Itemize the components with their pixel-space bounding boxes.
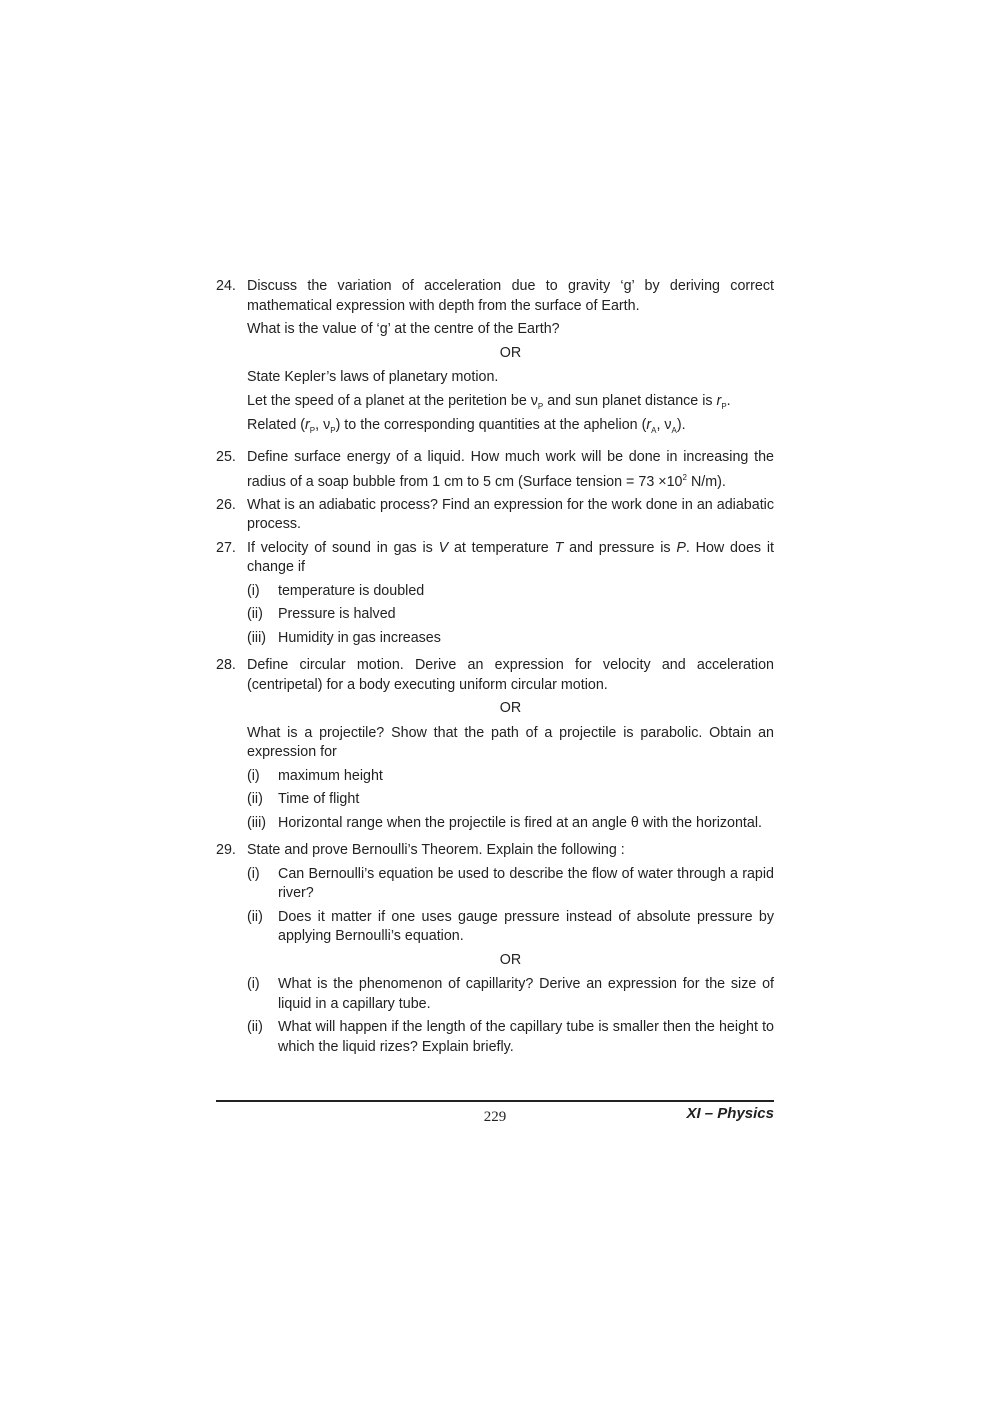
question-text: Define circular motion. Derive an expression for velocity and acceleration (centripetal) for a body executing uniform circular motion. <box>247 657 774 693</box>
sub-item-text: temperature is doubled <box>278 582 425 599</box>
sub-item-number: (ii) <box>247 1019 263 1036</box>
question-text <box>247 539 774 578</box>
text-run: and pressure is <box>563 539 677 556</box>
question-number: 29. <box>216 842 236 859</box>
sub-item-text: Humidity in gas increases <box>278 629 441 646</box>
sub-item-text: Can Bernoulli’s equation be used to describe the flow of water through a rapid river? <box>278 865 774 902</box>
question-text: What is the value of ‘g’ at the centre of the Earth? <box>247 321 560 337</box>
question-text: Discuss the variation of acceleration due to gravity ‘g’ by deriving correct mathematical expression with depth from the surface of Earth. <box>247 278 774 314</box>
sub-item-number: (iii) <box>247 629 267 646</box>
question-number: 25. <box>216 449 236 466</box>
sub-item-number: (ii) <box>247 791 263 808</box>
question-28 <box>216 656 774 837</box>
text-run: and sun planet distance is <box>543 392 717 409</box>
variable: V <box>438 539 449 556</box>
sub-item-number: (ii) <box>247 908 263 925</box>
subscript: P <box>309 425 316 435</box>
text-run: . How does it change if <box>247 539 774 576</box>
question-body <box>247 277 774 444</box>
sub-item-text: Time of flight <box>278 791 360 808</box>
sub-item <box>247 814 774 834</box>
subscript: P <box>721 401 727 411</box>
sub-item <box>247 865 774 904</box>
superscript: 2 <box>682 472 687 482</box>
sub-item <box>247 629 774 649</box>
question-body: What is an adiabatic process? Find an expression for the work done in an adiabatic process. <box>247 496 774 533</box>
sub-item-text: What is the phenomenon of capillarity? Derive an expression for the size of liquid in a capillary tube. <box>278 976 774 1012</box>
variable: r <box>716 392 722 409</box>
question-text: What is a projectile? Show that the path of a projectile is parabolic. Obtain an expression for <box>247 724 774 761</box>
text-run: N/m). <box>686 473 726 490</box>
sub-item-number: (i) <box>247 865 260 882</box>
question-number: 24. <box>216 278 236 294</box>
page-footer <box>216 1100 774 1132</box>
text-run: , ν <box>315 416 331 433</box>
sub-item <box>247 975 774 1014</box>
question-26 <box>216 496 774 535</box>
or-separator: OR <box>499 951 522 968</box>
sub-item-text: Horizontal range when the projectile is fired at an angle θ with the horizontal. <box>278 814 762 831</box>
question-text: State and prove Bernoulli’s Theorem. Explain the following : <box>247 842 625 859</box>
subscript: A <box>651 425 657 435</box>
question-number: 27. <box>216 539 236 556</box>
sub-item <box>247 1018 774 1057</box>
question-text <box>247 392 774 441</box>
question-29 <box>216 841 774 1061</box>
or-separator: OR <box>499 344 522 361</box>
variable: T <box>554 539 564 556</box>
question-body <box>247 841 774 1061</box>
question-page <box>216 277 774 1065</box>
sub-item-text: What will happen if the length of the capillary tube is smaller then the height to which the liquid rizes? Explain briefly. <box>278 1019 774 1055</box>
sub-item-number: (i) <box>247 976 260 993</box>
text-run: ). <box>676 416 686 433</box>
sub-item <box>247 790 774 810</box>
question-27 <box>216 539 774 653</box>
subscript: P <box>537 401 544 411</box>
question-25 <box>216 448 774 492</box>
question-text: State Kepler’s laws of planetary motion. <box>247 369 499 385</box>
sub-item-number: (i) <box>247 767 260 784</box>
sub-item-text: maximum height <box>278 767 383 784</box>
sub-item <box>247 582 774 602</box>
question-number: 28. <box>216 657 236 674</box>
subscript: A <box>671 425 677 435</box>
question-body <box>247 448 774 492</box>
text-run: . <box>726 392 731 409</box>
text-run: , ν <box>656 416 672 433</box>
question-body <box>247 656 774 837</box>
sub-item <box>247 605 774 625</box>
text-run: Define surface energy of a liquid. How much work will be done in increasing the radius of a soap bubble from 1 cm to 5 cm (Surface tension = 73 ×10 <box>247 449 774 490</box>
variable: P <box>676 539 686 556</box>
text-run: If velocity of sound in gas is <box>247 539 439 556</box>
sub-item <box>247 908 774 947</box>
subscript: P <box>330 425 336 435</box>
sub-item <box>247 767 774 787</box>
sub-item-text: Does it matter if one uses gauge pressure instead of absolute pressure by applying Bernoulli’s equation. <box>278 908 774 945</box>
question-24 <box>216 277 774 444</box>
question-body <box>247 539 774 653</box>
page-number: 229 <box>483 1109 507 1125</box>
text-run: at temperature <box>448 539 555 556</box>
text-run: ) to the corresponding quantities at the aphelion ( <box>335 416 647 433</box>
or-separator: OR <box>499 700 522 717</box>
variable: r <box>646 416 652 433</box>
question-number: 26. <box>216 496 236 513</box>
sub-item-number: (iii) <box>247 814 267 831</box>
sub-item-number: (i) <box>247 582 260 599</box>
sub-item-number: (ii) <box>247 606 263 623</box>
variable: r <box>305 416 310 433</box>
book-title: XI – Physics <box>686 1105 774 1122</box>
text-run: Related ( <box>247 416 306 433</box>
text-run: Let the speed of a planet at the peritetion be ν <box>247 392 538 409</box>
sub-item-text: Pressure is halved <box>278 606 396 623</box>
